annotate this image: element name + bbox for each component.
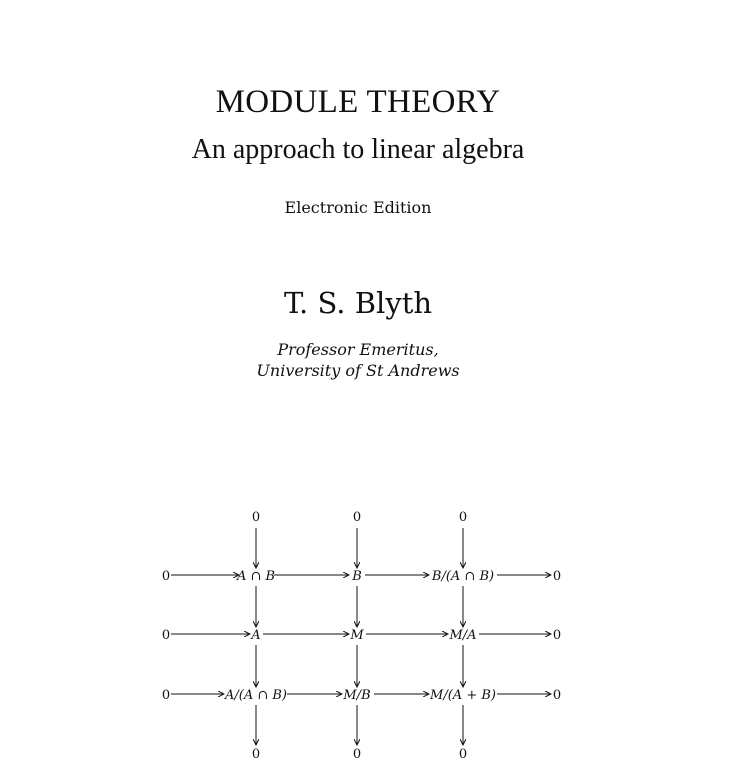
bottom-zero-2: 0	[352, 747, 362, 762]
node-b: B	[352, 569, 362, 584]
row3-left-zero: 0	[161, 688, 171, 703]
top-zero-1: 0	[251, 510, 261, 525]
row1-left-zero: 0	[161, 569, 171, 584]
author-affiliation-title: Professor Emeritus,	[277, 340, 439, 359]
top-zero-2: 0	[352, 510, 362, 525]
node-a-cap-b: A ∩ B	[236, 569, 276, 584]
node-a: A	[251, 628, 261, 643]
author-affiliation-institution: University of St Andrews	[256, 361, 460, 380]
row1-right-zero: 0	[552, 569, 562, 584]
node-b-quot-a-cap-b: B/(A ∩ B)	[431, 569, 495, 584]
node-m-quot-a: M/A	[449, 628, 477, 643]
book-subtitle: An approach to linear algebra	[191, 134, 525, 165]
row2-right-zero: 0	[552, 628, 562, 643]
author-name: T. S. Blyth	[283, 286, 433, 320]
node-m-quot-b: M/B	[343, 688, 371, 703]
edition-label: Electronic Edition	[284, 198, 432, 217]
node-m: M	[350, 628, 364, 643]
node-a-quot-a-cap-b: A/(A ∩ B)	[224, 688, 288, 703]
node-m-quot-a-plus-b: M/(A + B)	[430, 688, 496, 703]
book-title: MODULE THEORY	[215, 84, 501, 120]
bottom-zero-1: 0	[251, 747, 261, 762]
row2-left-zero: 0	[161, 628, 171, 643]
bottom-zero-3: 0	[458, 747, 468, 762]
row3-right-zero: 0	[552, 688, 562, 703]
top-zero-3: 0	[458, 510, 468, 525]
